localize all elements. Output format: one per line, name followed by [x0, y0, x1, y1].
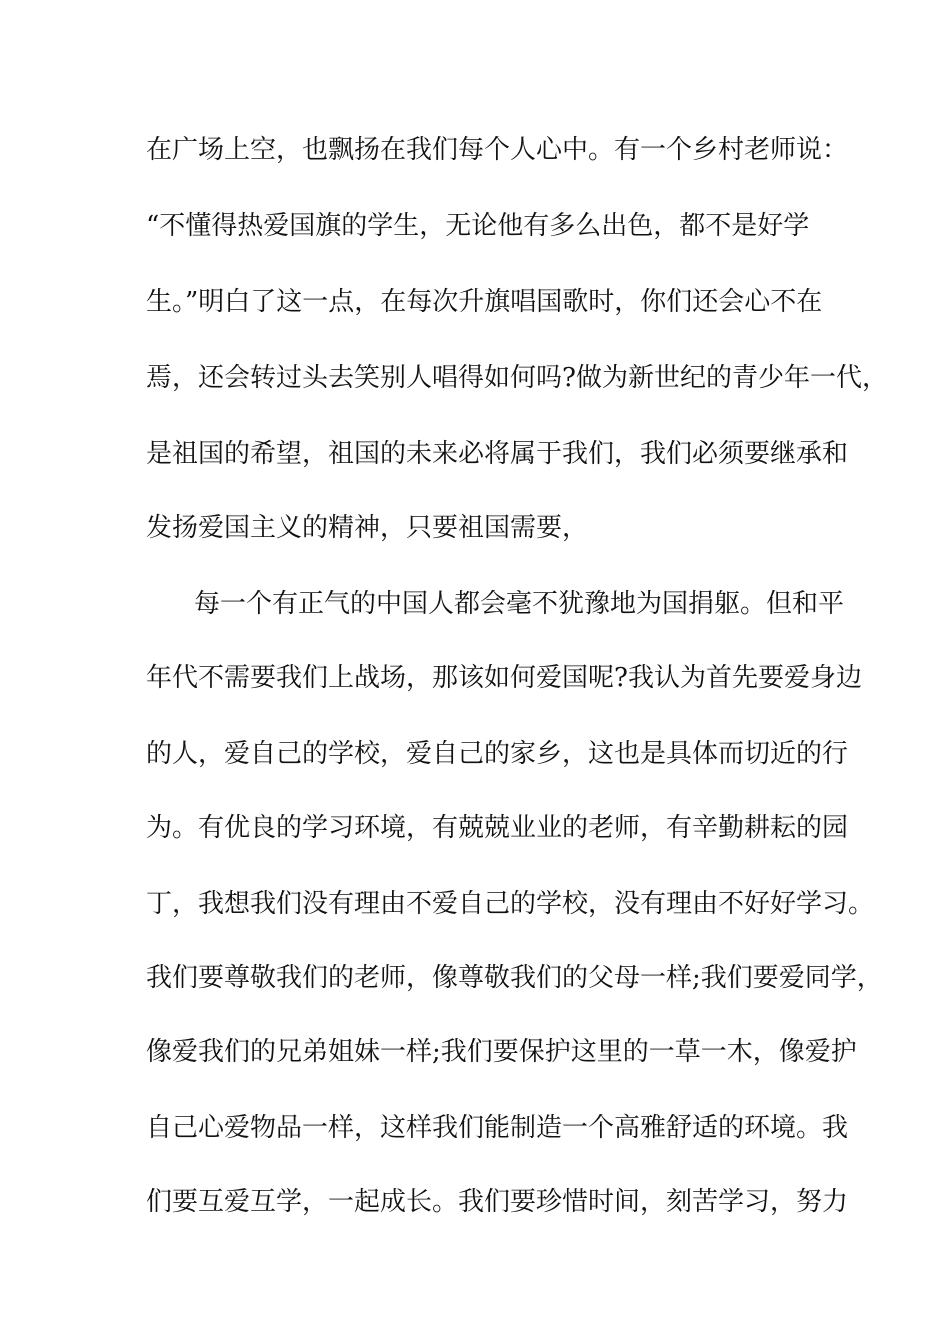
text-line-15: 们要互爱互学，一起成长。我们要珍惜时间，刻苦学习，努力: [146, 1187, 849, 1217]
text-line-10: 为。有优良的学习环境，有兢兢业业的老师，有辛勤耕耘的园: [146, 813, 849, 843]
text-line-13: 像爱我们的兄弟姐妹一样;我们要保护这里的一草一木，像爱护: [146, 1037, 857, 1067]
text-line-3: 生。”明白了这一点，在每次升旗唱国歌时，你们还会心不在: [146, 287, 823, 317]
text-line-14: 自己心爱物品一样，这样我们能制造一个高雅舒适的环境。我: [146, 1113, 849, 1143]
text-line-11: 丁，我想我们没有理由不爱自己的学校，没有理由不好好学习。: [146, 889, 875, 919]
text-line-8: 年代不需要我们上战场，那该如何爱国呢?我认为首先要爱身边: [146, 663, 862, 693]
text-line-12: 我们要尊敬我们的老师，像尊敬我们的父母一样;我们要爱同学，: [146, 963, 883, 993]
text-line-5: 是祖国的希望，祖国的未来必将属于我们，我们必须要继承和: [146, 439, 849, 469]
text-line-4: 焉，还会转过头去笑别人唱得如何吗?做为新世纪的青少年一代，: [146, 363, 888, 393]
text-line-6: 发扬爱国主义的精神，只要祖国需要，: [146, 513, 589, 543]
text-line-1: 在广场上空，也飘扬在我们每个人心中。有一个乡村老师说：: [146, 135, 849, 165]
text-line-9: 的人，爱自己的学校，爱自己的家乡，这也是具体而切近的行: [146, 739, 849, 769]
text-line-7: 每一个有正气的中国人都会毫不犹豫地为国捐躯。但和平: [194, 589, 845, 619]
text-line-2: “不懂得热爱国旗的学生，无论他有多么出色，都不是好学: [146, 211, 810, 241]
